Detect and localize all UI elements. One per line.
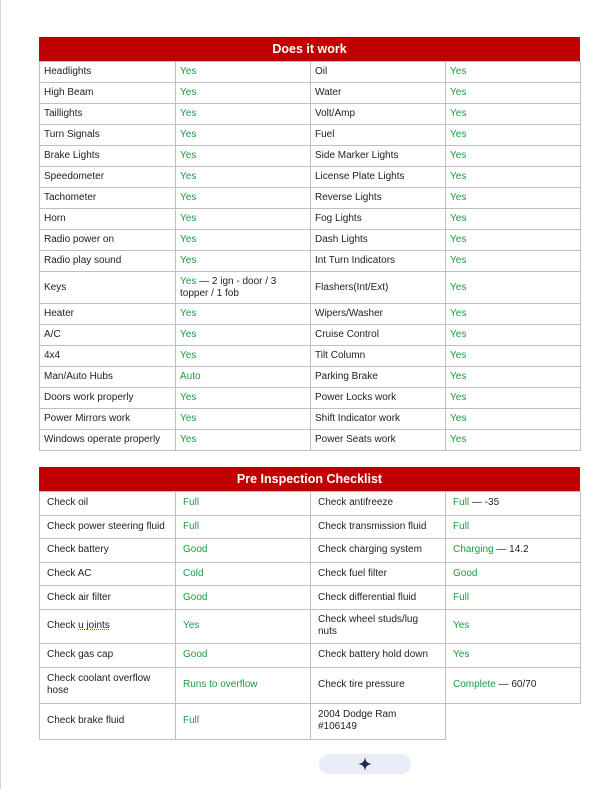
status-cell: [446, 430, 581, 451]
spellcheck-link[interactable]: u joints: [78, 620, 110, 632]
item-text: Check power steering fluid: [47, 520, 165, 532]
status-value: Full: [183, 497, 200, 509]
status-value: Yes: [180, 129, 197, 140]
status-cell: [446, 125, 581, 146]
item-label: [311, 188, 446, 209]
status-value: Full: [183, 520, 200, 532]
item-text: Check tire pressure: [318, 679, 405, 691]
status-value: Yes: [180, 171, 197, 182]
status-cell: [176, 83, 311, 104]
status-value: Yes: [450, 392, 467, 403]
status-value: Yes: [450, 66, 467, 77]
item-text: 4x4: [44, 350, 61, 361]
status-cell: [176, 251, 311, 272]
item-label: [40, 492, 176, 516]
status-cell: [446, 325, 581, 346]
item-text: Wipers/Washer: [315, 308, 383, 319]
status-value: Yes: [450, 129, 467, 140]
status-cell: [446, 609, 581, 643]
status-note: — 60/70: [498, 679, 537, 691]
table-row: [40, 562, 581, 586]
does-it-work-table: [39, 61, 581, 451]
item-label: [40, 272, 176, 304]
item-text: Flashers(Int/Ext): [315, 281, 389, 293]
item-text: Keys: [44, 281, 67, 293]
item-text: Check gas cap: [47, 649, 114, 661]
item-text: 2004 Dodge Ram #106149: [318, 709, 397, 733]
item-text: Check fuel filter: [318, 568, 387, 580]
item-text: Fog Lights: [315, 213, 362, 224]
status-cell: [446, 209, 581, 230]
section-title: Does it work: [39, 37, 580, 61]
sparkle-icon: [358, 757, 372, 771]
item-label: [311, 125, 446, 146]
status-value: Good: [183, 544, 208, 556]
status-value: Yes: [450, 281, 467, 293]
table-row: [40, 409, 581, 430]
status-cell: [176, 539, 311, 563]
item-label: [311, 430, 446, 451]
item-label: [40, 367, 176, 388]
status-cell: [176, 272, 311, 304]
does-it-work-section: [39, 37, 580, 451]
status-value: Yes: [180, 308, 197, 319]
item-text: Fuel: [315, 129, 335, 140]
item-label: [40, 609, 176, 643]
status-value: Yes: [180, 150, 197, 161]
item-label: [40, 586, 176, 610]
item-text: Oil: [315, 66, 328, 77]
status-value: Runs to overflow: [183, 679, 258, 691]
item-text: Taillights: [44, 108, 83, 119]
status-cell: [446, 667, 581, 703]
status-cell: [446, 304, 581, 325]
item-label: [40, 430, 176, 451]
status-cell: [446, 146, 581, 167]
status-value: Cold: [183, 568, 204, 580]
item-label: [311, 304, 446, 325]
item-text: Parking Brake: [315, 371, 378, 382]
item-label: [311, 62, 446, 83]
item-text: Side Marker Lights: [315, 150, 399, 161]
item-text: Horn: [44, 213, 66, 224]
table-row: [40, 230, 581, 251]
item-label: [311, 83, 446, 104]
item-label: [40, 643, 176, 667]
table-row: [40, 125, 581, 146]
status-cell: [446, 539, 581, 563]
status-value: Yes: [180, 108, 197, 119]
item-text: High Beam: [44, 87, 94, 98]
table-row: [40, 146, 581, 167]
item-label: [40, 703, 176, 739]
status-value: Yes: [453, 620, 470, 632]
table-row: [40, 272, 581, 304]
status-value: Yes: [450, 192, 467, 203]
table-row: [40, 388, 581, 409]
status-cell: [446, 492, 581, 516]
item-text: Power Locks work: [315, 392, 397, 403]
status-value: Yes: [180, 392, 197, 403]
status-cell: [176, 146, 311, 167]
item-label: [311, 367, 446, 388]
item-label: [311, 643, 446, 667]
item-label: [40, 346, 176, 367]
status-value: Yes: [450, 108, 467, 119]
status-value: Full: [183, 715, 200, 727]
status-value: Yes: [450, 171, 467, 182]
table-row: [40, 104, 581, 125]
item-text: Check coolant overflow hose: [47, 673, 151, 697]
section-title: Pre Inspection Checklist: [39, 467, 580, 491]
status-value: Yes: [450, 371, 467, 382]
status-cell: [446, 188, 581, 209]
status-value: Yes: [450, 434, 467, 445]
status-value: Yes: [180, 329, 197, 340]
table-row: [40, 167, 581, 188]
item-text: Power Seats work: [315, 434, 396, 445]
item-label: [40, 325, 176, 346]
item-text: Check oil: [47, 497, 89, 509]
item-label: [311, 586, 446, 610]
item-label: [311, 492, 446, 516]
item-label: [311, 272, 446, 304]
status-value: Yes: [180, 192, 197, 203]
item-label: [40, 667, 176, 703]
status-value: Charging: [453, 544, 494, 556]
empty-cell: [446, 703, 581, 739]
item-text: Check antifreeze: [318, 497, 394, 509]
status-cell: [176, 703, 311, 739]
table-row: [40, 62, 581, 83]
status-note: — -35: [471, 497, 500, 509]
status-value: Yes: [180, 234, 197, 245]
table-row: [40, 643, 581, 667]
status-cell: [176, 209, 311, 230]
status-cell: [176, 304, 311, 325]
item-label: [40, 125, 176, 146]
status-cell: [176, 62, 311, 83]
status-value: Yes: [180, 213, 197, 224]
item-label: [40, 409, 176, 430]
item-label: [311, 230, 446, 251]
item-text: Radio power on: [44, 234, 115, 245]
item-text: Shift Indicator work: [315, 413, 401, 424]
status-cell: [176, 515, 311, 539]
status-value: Good: [183, 649, 208, 661]
item-label: [40, 209, 176, 230]
status-value: Yes: [450, 329, 467, 340]
status-cell: [176, 167, 311, 188]
status-value: Full: [453, 520, 470, 532]
item-text: A/C: [44, 329, 61, 340]
status-cell: [446, 409, 581, 430]
status-cell: [176, 643, 311, 667]
item-text: Check charging system: [318, 544, 422, 556]
status-value: Yes: [450, 255, 467, 266]
item-text: Check air filter: [47, 591, 111, 603]
status-value: Full: [453, 591, 470, 603]
table-row: [40, 492, 581, 516]
page-left-edge: [0, 0, 1, 789]
table-row: [40, 209, 581, 230]
status-cell: [446, 62, 581, 83]
item-label: [40, 146, 176, 167]
table-row: [40, 367, 581, 388]
status-cell: [176, 586, 311, 610]
item-label: [40, 562, 176, 586]
status-cell: [446, 272, 581, 304]
status-cell: [176, 325, 311, 346]
item-text: Check: [47, 620, 79, 632]
status-cell: [446, 562, 581, 586]
item-label: [40, 167, 176, 188]
item-text: Volt/Amp: [315, 108, 356, 119]
item-label: [311, 167, 446, 188]
status-value: Yes: [183, 620, 200, 632]
item-text: Headlights: [44, 66, 92, 77]
item-text: Cruise Control: [315, 329, 379, 340]
item-label: [311, 667, 446, 703]
item-label: [40, 251, 176, 272]
status-value: Yes: [450, 213, 467, 224]
status-cell: [446, 388, 581, 409]
table-row: [40, 346, 581, 367]
status-cell: [446, 643, 581, 667]
item-text: Doors work properly: [44, 392, 134, 403]
status-cell: [176, 346, 311, 367]
table-row: [40, 515, 581, 539]
status-cell: [176, 188, 311, 209]
item-label: [311, 209, 446, 230]
item-label: [311, 609, 446, 643]
status-value: Complete: [453, 679, 496, 691]
status-cell: [176, 562, 311, 586]
item-label: [40, 188, 176, 209]
item-label: [311, 409, 446, 430]
item-text: Dash Lights: [315, 234, 368, 245]
status-value: Auto: [180, 371, 201, 382]
item-label: [40, 304, 176, 325]
item-label: [40, 539, 176, 563]
item-text: Power Mirrors work: [44, 413, 131, 424]
status-cell: [176, 388, 311, 409]
item-label: [40, 515, 176, 539]
status-value: Yes: [450, 87, 467, 98]
status-cell: [176, 230, 311, 251]
item-label: [311, 104, 446, 125]
item-text: Tilt Column: [315, 350, 366, 361]
status-value: Yes: [180, 350, 197, 361]
status-cell: [446, 251, 581, 272]
table-row: [40, 325, 581, 346]
status-cell: [176, 430, 311, 451]
status-value: Good: [183, 591, 208, 603]
item-text: Water: [315, 87, 342, 98]
status-cell: [446, 230, 581, 251]
table-row: [40, 304, 581, 325]
status-value: Yes: [450, 150, 467, 161]
status-value: Yes: [450, 234, 467, 245]
item-label: [311, 562, 446, 586]
status-cell: [176, 409, 311, 430]
status-cell: [446, 346, 581, 367]
assistant-button[interactable]: [319, 754, 411, 774]
item-text: Check differential fluid: [318, 591, 417, 603]
item-text: Check battery: [47, 544, 109, 556]
item-text: Turn Signals: [44, 129, 100, 140]
status-value: Yes: [450, 413, 467, 424]
item-text: Radio play sound: [44, 255, 122, 266]
item-label: [311, 346, 446, 367]
table-row: [40, 586, 581, 610]
pre-inspection-section: [39, 467, 580, 740]
table-row: [40, 83, 581, 104]
item-label: [40, 104, 176, 125]
status-value: Yes: [180, 434, 197, 445]
status-value: Yes: [453, 649, 470, 661]
status-cell: [176, 367, 311, 388]
status-cell: [446, 367, 581, 388]
item-text: Check brake fluid: [47, 715, 125, 727]
item-label: [40, 230, 176, 251]
status-cell: [176, 104, 311, 125]
status-value: Yes: [180, 87, 197, 98]
item-label: [311, 146, 446, 167]
item-text: Windows operate properly: [44, 434, 161, 445]
item-text: Tachometer: [44, 192, 97, 203]
item-text: Man/Auto Hubs: [44, 371, 113, 382]
status-cell: [176, 492, 311, 516]
table-row: [40, 609, 581, 643]
status-cell: [446, 515, 581, 539]
table-row: [40, 188, 581, 209]
table-row: [40, 667, 581, 703]
status-value: Full: [453, 497, 470, 509]
item-text: License Plate Lights: [315, 171, 405, 182]
item-label: [40, 83, 176, 104]
item-text: Heater: [44, 308, 75, 319]
status-value: Yes: [450, 308, 467, 319]
item-label: [311, 325, 446, 346]
status-note: — 14.2: [496, 544, 529, 556]
item-text: Int Turn Indicators: [315, 255, 396, 266]
status-cell: [176, 609, 311, 643]
item-label: [311, 388, 446, 409]
status-cell: [446, 586, 581, 610]
table-row: [40, 539, 581, 563]
item-text: Speedometer: [44, 171, 105, 182]
status-value: Yes: [450, 350, 467, 361]
status-cell: [176, 125, 311, 146]
item-label: [311, 515, 446, 539]
item-label: [311, 251, 446, 272]
status-cell: [446, 83, 581, 104]
item-text: Check AC: [47, 568, 92, 580]
item-label: [311, 539, 446, 563]
pre-inspection-table: [39, 491, 581, 740]
table-row: [40, 430, 581, 451]
item-label: [40, 62, 176, 83]
table-row: [40, 703, 581, 739]
status-value: Yes: [180, 413, 197, 424]
status-value: Good: [453, 568, 478, 580]
status-value: Yes: [180, 66, 197, 77]
item-label: [311, 703, 446, 739]
status-cell: [446, 104, 581, 125]
status-note: — 2 ign - door / 3 topper / 1 fob: [180, 275, 277, 299]
table-row: [40, 251, 581, 272]
status-cell: [446, 167, 581, 188]
item-text: Check battery hold down: [318, 649, 429, 661]
item-text: Brake Lights: [44, 150, 100, 161]
status-value: Yes: [180, 275, 197, 287]
status-cell: [176, 667, 311, 703]
item-text: Reverse Lights: [315, 192, 382, 203]
item-label: [40, 388, 176, 409]
item-text: Check transmission fluid: [318, 520, 427, 532]
status-value: Yes: [180, 255, 197, 266]
item-text: Check wheel studs/lug nuts: [318, 614, 419, 638]
